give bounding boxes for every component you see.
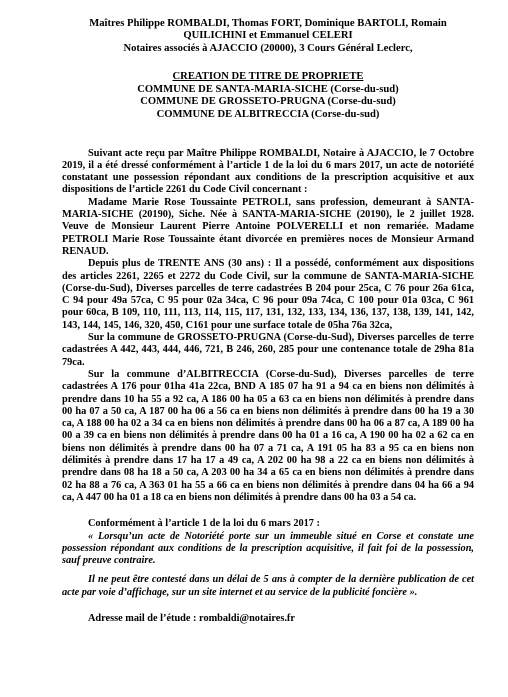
- spacer: [62, 504, 474, 518]
- conformity-intro: Conformément à l’article 1 de la loi du 6 mars 2017 :: [88, 518, 320, 530]
- conformity-quote-1: « Lorsqu’un acte de Notoriété porte sur un immeuble situé en Corse et constate une possession répondant aux conditions de la prescription acquisitive, il fait foi de la possession, sauf preuve contraire.: [62, 530, 474, 567]
- header-line-1: Maîtres Philippe ROMBALDI, Thomas FORT, Dominique BARTOLI, Romain: [89, 18, 447, 29]
- header-line-3: Notaires associés à AJACCIO (20000), 3 Cours Général Leclerc,: [123, 42, 413, 54]
- office-email-line: Adresse mail de l’étude : rombaldi@notaires.fr: [88, 612, 295, 624]
- title-main: CREATION DE TITRE DE PROPRIETE: [172, 71, 364, 83]
- title-commune-1: COMMUNE DE SANTA-MARIA-SICHE (Corse-du-sud): [137, 83, 399, 95]
- conformity-section: [62, 518, 474, 599]
- spacer: [62, 122, 474, 148]
- body-paragraph-3: Depuis plus de TRENTE ANS (30 ans) : Il a possédé, conformément aux dispositions des articles 2261, 2265 et 2272 du Code Civil, sur la commune de SANTA-MARIA-SICHE (Corse-du-Sud), Diverses parcelles de terre cadastrées B 204 pour 25ca, C 76 pour 26a 61ca, C 94 pour 49a 57ca, C 95 pour 02a 34ca, C 96 pour 09a 74ca, C 100 pour 01a 03ca, C 961 pour 60ca, B 109, 110, 111, 113, 114, 115, 117, 131, 132, 133, 134, 136, 137, 138, 139, 141, 142, 143, 144, 145, 146, 320, 450, C161 pour une surface totale de 05ha 76a 32ca,: [62, 258, 474, 331]
- spacer: [62, 567, 474, 574]
- header-line-2: QUILICHINI et Emmanuel CELERI: [183, 30, 353, 42]
- body-paragraph-4: Sur la commune de GROSSETO-PRUGNA (Corse-du-Sud), Diverses parcelles de terre cadastrées A 442, 443, 444, 446, 721, B 246, 260, 285 pour une contenance totale de 29ha 81a 79ca.: [62, 332, 474, 368]
- notice-title: [62, 71, 474, 121]
- conformity-quote-2: Il ne peut être contesté dans un délai de 5 ans à compter de la dernière publication de cet acte par voie d’affichage, sur un site internet et au service de la publicité foncière ».: [62, 574, 474, 598]
- notary-header: [62, 18, 474, 55]
- body-paragraph-5: Sur la commune d’ALBITRECCIA (Corse-du-Sud), Diverses parcelles de terre cadastrées A 176 pour 01ha 41a 22ca, BND A 185 07 ha 91 a 94 ca en biens non délimités à prendre dans 10 ha 55 a 92 ca, A 186 00 ha 05 a 63 ca en biens non délimités à prendre dans 00 ha 07 a 50 ca, A 187 00 ha 06 a 56 ca en biens non délimités à prendre dans 00 ha 19 a 30 ca, A 188 00 ha 02 a 34 ca en biens non délimités à prendre dans 00 ha 06 a 87 ca, A 189 00 ha 00 a 39 ca en biens non délimités à prendre dans 00 ha 01 a 16 ca, A 190 00 ha 02 a 62 ca en biens non délimités à prendre dans 00 ha 07 a 71 ca, A 191 05 ha 83 a 95 ca en biens non délimités à prendre dans 17 ha 17 a 49 ca, A 202 00 ha 98 a 22 ca en biens non délimités à prendre dans 08 ha 18 a 50 ca, A 203 00 ha 34 a 65 ca en biens non délimités à prendre dans 02 ha 88 a 76 ca, A 363 01 ha 55 a 66 ca en biens non délimités à prendre dans 04 ha 66 a 94 ca, A 447 00 ha 01 a 18 ca en biens non délimités à prendre dans 00 ha 03 a 54 ca.: [62, 368, 474, 503]
- body-paragraph-1: Suivant acte reçu par Maître Philippe ROMBALDI, Notaire à AJACCIO, le 7 Octobre 2019, il a été dressé conformément à l’article 1 de la loi du 6 mars 2017, un acte de notoriété constatant une possession répondant aux conditions de la prescription acquisitive et aux dispositions de l’article 2261 du Code Civil concernant :: [62, 147, 474, 196]
- spacer: [62, 55, 474, 71]
- notice-body: [62, 148, 474, 505]
- title-commune-2: COMMUNE DE GROSSETO-PRUGNA (Corse-du-sud): [140, 96, 396, 108]
- body-paragraph-2: Madame Marie Rose Toussainte PETROLI, sans profession, demeurant à SANTA-MARIA-SICHE (20190), Siche. Née à SANTA-MARIA-SICHE (20190), le 2 juillet 1928. Veuve de Monsieur Laurent Pierre Antoine POLVERELLI et non remariée. Madame PETROLI Marie Rose Toussainte étant divorcée en premières noces de Monsieur Armand RENAUD.: [62, 196, 474, 257]
- spacer: [62, 599, 474, 613]
- title-commune-3: COMMUNE DE ALBITRECCIA (Corse-du-sud): [156, 109, 380, 120]
